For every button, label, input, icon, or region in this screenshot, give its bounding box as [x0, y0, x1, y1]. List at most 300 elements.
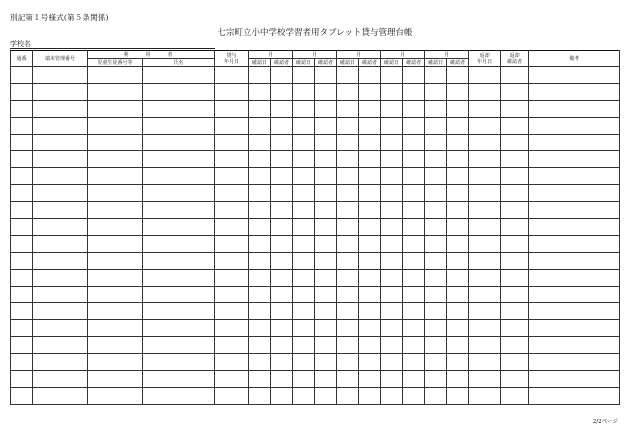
- table-cell[interactable]: [381, 337, 403, 354]
- table-cell[interactable]: [271, 354, 293, 371]
- table-cell[interactable]: [337, 117, 359, 134]
- table-cell[interactable]: [469, 387, 501, 404]
- table-cell[interactable]: [11, 387, 33, 404]
- table-cell[interactable]: [249, 134, 271, 151]
- table-cell[interactable]: [249, 320, 271, 337]
- table-cell[interactable]: [33, 269, 88, 286]
- table-cell[interactable]: [359, 219, 381, 236]
- table-cell[interactable]: [447, 252, 469, 269]
- table-cell[interactable]: [271, 235, 293, 252]
- table-cell[interactable]: [425, 202, 447, 219]
- table-cell[interactable]: [143, 235, 215, 252]
- table-cell[interactable]: [501, 83, 529, 100]
- table-cell[interactable]: [33, 185, 88, 202]
- table-cell[interactable]: [381, 235, 403, 252]
- table-cell[interactable]: [293, 117, 315, 134]
- table-cell[interactable]: [293, 252, 315, 269]
- table-cell[interactable]: [11, 117, 33, 134]
- table-cell[interactable]: [425, 371, 447, 388]
- table-cell[interactable]: [249, 117, 271, 134]
- table-cell[interactable]: [529, 83, 620, 100]
- table-cell[interactable]: [271, 202, 293, 219]
- table-cell[interactable]: [529, 134, 620, 151]
- table-cell[interactable]: [143, 387, 215, 404]
- table-cell[interactable]: [33, 252, 88, 269]
- table-cell[interactable]: [337, 151, 359, 168]
- table-cell[interactable]: [425, 320, 447, 337]
- table-cell[interactable]: [215, 185, 249, 202]
- table-cell[interactable]: [33, 286, 88, 303]
- table-cell[interactable]: [501, 387, 529, 404]
- table-cell[interactable]: [425, 67, 447, 84]
- table-cell[interactable]: [337, 252, 359, 269]
- table-cell[interactable]: [143, 117, 215, 134]
- table-cell[interactable]: [315, 286, 337, 303]
- table-cell[interactable]: [403, 151, 425, 168]
- table-cell[interactable]: [403, 185, 425, 202]
- table-cell[interactable]: [33, 219, 88, 236]
- table-cell[interactable]: [469, 337, 501, 354]
- table-cell[interactable]: [447, 286, 469, 303]
- table-cell[interactable]: [143, 320, 215, 337]
- table-cell[interactable]: [425, 83, 447, 100]
- table-cell[interactable]: [337, 371, 359, 388]
- table-cell[interactable]: [271, 303, 293, 320]
- table-cell[interactable]: [271, 168, 293, 185]
- table-cell[interactable]: [469, 235, 501, 252]
- table-cell[interactable]: [381, 168, 403, 185]
- table-cell[interactable]: [33, 168, 88, 185]
- table-cell[interactable]: [529, 269, 620, 286]
- table-cell[interactable]: [403, 168, 425, 185]
- table-cell[interactable]: [315, 67, 337, 84]
- table-cell[interactable]: [249, 252, 271, 269]
- table-cell[interactable]: [469, 117, 501, 134]
- table-cell[interactable]: [425, 185, 447, 202]
- table-cell[interactable]: [425, 387, 447, 404]
- table-cell[interactable]: [33, 371, 88, 388]
- table-cell[interactable]: [425, 134, 447, 151]
- table-cell[interactable]: [315, 202, 337, 219]
- table-cell[interactable]: [33, 320, 88, 337]
- table-cell[interactable]: [143, 337, 215, 354]
- table-cell[interactable]: [271, 83, 293, 100]
- table-cell[interactable]: [337, 67, 359, 84]
- table-cell[interactable]: [33, 303, 88, 320]
- table-cell[interactable]: [11, 354, 33, 371]
- table-cell[interactable]: [11, 303, 33, 320]
- table-cell[interactable]: [529, 117, 620, 134]
- table-cell[interactable]: [337, 168, 359, 185]
- table-cell[interactable]: [359, 83, 381, 100]
- table-cell[interactable]: [381, 354, 403, 371]
- table-cell[interactable]: [359, 387, 381, 404]
- table-cell[interactable]: [88, 67, 143, 84]
- table-cell[interactable]: [215, 269, 249, 286]
- table-cell[interactable]: [403, 100, 425, 117]
- table-cell[interactable]: [501, 320, 529, 337]
- table-cell[interactable]: [469, 320, 501, 337]
- table-cell[interactable]: [293, 286, 315, 303]
- table-cell[interactable]: [88, 117, 143, 134]
- table-cell[interactable]: [11, 252, 33, 269]
- table-cell[interactable]: [469, 219, 501, 236]
- table-cell[interactable]: [33, 235, 88, 252]
- table-cell[interactable]: [359, 117, 381, 134]
- table-cell[interactable]: [447, 134, 469, 151]
- table-cell[interactable]: [529, 303, 620, 320]
- table-cell[interactable]: [293, 320, 315, 337]
- table-cell[interactable]: [88, 320, 143, 337]
- table-cell[interactable]: [293, 387, 315, 404]
- table-cell[interactable]: [88, 286, 143, 303]
- table-cell[interactable]: [33, 387, 88, 404]
- table-cell[interactable]: [293, 151, 315, 168]
- table-cell[interactable]: [529, 354, 620, 371]
- table-cell[interactable]: [359, 269, 381, 286]
- table-cell[interactable]: [11, 286, 33, 303]
- table-cell[interactable]: [293, 337, 315, 354]
- table-cell[interactable]: [337, 235, 359, 252]
- table-cell[interactable]: [215, 117, 249, 134]
- table-cell[interactable]: [337, 83, 359, 100]
- table-cell[interactable]: [293, 83, 315, 100]
- table-cell[interactable]: [249, 286, 271, 303]
- table-cell[interactable]: [447, 303, 469, 320]
- table-cell[interactable]: [425, 269, 447, 286]
- table-cell[interactable]: [215, 67, 249, 84]
- table-cell[interactable]: [293, 235, 315, 252]
- table-cell[interactable]: [425, 252, 447, 269]
- table-cell[interactable]: [88, 269, 143, 286]
- table-cell[interactable]: [249, 387, 271, 404]
- table-cell[interactable]: [529, 252, 620, 269]
- table-cell[interactable]: [337, 354, 359, 371]
- table-cell[interactable]: [315, 252, 337, 269]
- table-cell[interactable]: [143, 303, 215, 320]
- table-cell[interactable]: [447, 219, 469, 236]
- table-cell[interactable]: [381, 320, 403, 337]
- table-cell[interactable]: [293, 185, 315, 202]
- table-cell[interactable]: [271, 286, 293, 303]
- table-cell[interactable]: [469, 100, 501, 117]
- table-cell[interactable]: [249, 83, 271, 100]
- table-cell[interactable]: [293, 219, 315, 236]
- table-cell[interactable]: [315, 134, 337, 151]
- table-cell[interactable]: [469, 354, 501, 371]
- table-cell[interactable]: [88, 202, 143, 219]
- table-cell[interactable]: [501, 371, 529, 388]
- table-cell[interactable]: [381, 185, 403, 202]
- table-cell[interactable]: [33, 354, 88, 371]
- table-cell[interactable]: [337, 320, 359, 337]
- table-cell[interactable]: [88, 337, 143, 354]
- table-cell[interactable]: [381, 286, 403, 303]
- table-cell[interactable]: [529, 286, 620, 303]
- table-cell[interactable]: [359, 337, 381, 354]
- table-cell[interactable]: [359, 303, 381, 320]
- table-cell[interactable]: [381, 83, 403, 100]
- table-cell[interactable]: [143, 252, 215, 269]
- table-cell[interactable]: [88, 387, 143, 404]
- table-cell[interactable]: [11, 202, 33, 219]
- table-cell[interactable]: [501, 67, 529, 84]
- table-cell[interactable]: [293, 134, 315, 151]
- table-cell[interactable]: [249, 235, 271, 252]
- table-cell[interactable]: [88, 303, 143, 320]
- table-cell[interactable]: [215, 134, 249, 151]
- table-cell[interactable]: [249, 303, 271, 320]
- table-cell[interactable]: [315, 117, 337, 134]
- table-cell[interactable]: [337, 286, 359, 303]
- table-cell[interactable]: [447, 371, 469, 388]
- table-cell[interactable]: [359, 235, 381, 252]
- table-cell[interactable]: [469, 303, 501, 320]
- table-cell[interactable]: [469, 252, 501, 269]
- table-cell[interactable]: [215, 286, 249, 303]
- table-cell[interactable]: [143, 286, 215, 303]
- table-cell[interactable]: [33, 202, 88, 219]
- table-cell[interactable]: [215, 252, 249, 269]
- table-cell[interactable]: [215, 337, 249, 354]
- table-cell[interactable]: [271, 100, 293, 117]
- table-cell[interactable]: [403, 303, 425, 320]
- table-cell[interactable]: [403, 337, 425, 354]
- table-cell[interactable]: [293, 371, 315, 388]
- table-cell[interactable]: [11, 371, 33, 388]
- table-cell[interactable]: [447, 67, 469, 84]
- table-cell[interactable]: [33, 134, 88, 151]
- table-cell[interactable]: [337, 219, 359, 236]
- table-cell[interactable]: [271, 387, 293, 404]
- table-cell[interactable]: [381, 387, 403, 404]
- table-cell[interactable]: [359, 320, 381, 337]
- table-cell[interactable]: [337, 337, 359, 354]
- table-cell[interactable]: [359, 151, 381, 168]
- table-cell[interactable]: [501, 303, 529, 320]
- table-cell[interactable]: [469, 185, 501, 202]
- table-cell[interactable]: [293, 303, 315, 320]
- table-cell[interactable]: [315, 151, 337, 168]
- table-cell[interactable]: [215, 168, 249, 185]
- table-cell[interactable]: [215, 151, 249, 168]
- table-cell[interactable]: [403, 202, 425, 219]
- table-cell[interactable]: [469, 202, 501, 219]
- table-cell[interactable]: [359, 371, 381, 388]
- table-cell[interactable]: [271, 337, 293, 354]
- table-cell[interactable]: [469, 134, 501, 151]
- table-cell[interactable]: [215, 202, 249, 219]
- table-cell[interactable]: [359, 252, 381, 269]
- table-cell[interactable]: [529, 202, 620, 219]
- table-cell[interactable]: [143, 83, 215, 100]
- table-cell[interactable]: [381, 151, 403, 168]
- table-cell[interactable]: [249, 371, 271, 388]
- table-cell[interactable]: [501, 202, 529, 219]
- table-cell[interactable]: [249, 269, 271, 286]
- table-cell[interactable]: [381, 219, 403, 236]
- table-cell[interactable]: [381, 67, 403, 84]
- table-cell[interactable]: [293, 202, 315, 219]
- table-cell[interactable]: [11, 67, 33, 84]
- table-cell[interactable]: [143, 219, 215, 236]
- table-cell[interactable]: [425, 354, 447, 371]
- table-cell[interactable]: [315, 168, 337, 185]
- table-cell[interactable]: [88, 219, 143, 236]
- table-cell[interactable]: [403, 320, 425, 337]
- table-cell[interactable]: [447, 320, 469, 337]
- table-cell[interactable]: [293, 269, 315, 286]
- table-cell[interactable]: [88, 371, 143, 388]
- table-cell[interactable]: [293, 100, 315, 117]
- table-cell[interactable]: [403, 134, 425, 151]
- table-cell[interactable]: [529, 337, 620, 354]
- table-cell[interactable]: [403, 67, 425, 84]
- table-cell[interactable]: [88, 168, 143, 185]
- table-cell[interactable]: [249, 354, 271, 371]
- table-cell[interactable]: [33, 117, 88, 134]
- table-cell[interactable]: [381, 202, 403, 219]
- table-cell[interactable]: [447, 354, 469, 371]
- table-cell[interactable]: [88, 235, 143, 252]
- table-cell[interactable]: [359, 286, 381, 303]
- table-cell[interactable]: [403, 219, 425, 236]
- table-cell[interactable]: [501, 185, 529, 202]
- table-cell[interactable]: [337, 303, 359, 320]
- table-cell[interactable]: [143, 168, 215, 185]
- table-cell[interactable]: [11, 235, 33, 252]
- table-cell[interactable]: [403, 117, 425, 134]
- table-cell[interactable]: [501, 100, 529, 117]
- table-cell[interactable]: [469, 269, 501, 286]
- table-cell[interactable]: [143, 269, 215, 286]
- table-cell[interactable]: [11, 269, 33, 286]
- table-cell[interactable]: [529, 235, 620, 252]
- table-cell[interactable]: [143, 371, 215, 388]
- table-cell[interactable]: [215, 235, 249, 252]
- table-cell[interactable]: [447, 151, 469, 168]
- table-cell[interactable]: [271, 67, 293, 84]
- table-cell[interactable]: [271, 252, 293, 269]
- table-cell[interactable]: [315, 219, 337, 236]
- table-cell[interactable]: [249, 337, 271, 354]
- table-cell[interactable]: [315, 269, 337, 286]
- table-cell[interactable]: [447, 202, 469, 219]
- table-cell[interactable]: [425, 303, 447, 320]
- table-cell[interactable]: [11, 320, 33, 337]
- table-cell[interactable]: [381, 134, 403, 151]
- table-cell[interactable]: [33, 151, 88, 168]
- table-cell[interactable]: [529, 185, 620, 202]
- table-cell[interactable]: [447, 269, 469, 286]
- table-cell[interactable]: [469, 286, 501, 303]
- table-cell[interactable]: [215, 320, 249, 337]
- table-cell[interactable]: [11, 337, 33, 354]
- table-cell[interactable]: [337, 387, 359, 404]
- table-cell[interactable]: [215, 219, 249, 236]
- table-cell[interactable]: [215, 303, 249, 320]
- table-cell[interactable]: [315, 185, 337, 202]
- table-cell[interactable]: [11, 168, 33, 185]
- table-cell[interactable]: [447, 185, 469, 202]
- table-cell[interactable]: [143, 100, 215, 117]
- table-cell[interactable]: [249, 100, 271, 117]
- table-cell[interactable]: [315, 354, 337, 371]
- table-cell[interactable]: [403, 269, 425, 286]
- table-cell[interactable]: [403, 286, 425, 303]
- table-cell[interactable]: [315, 387, 337, 404]
- table-cell[interactable]: [337, 134, 359, 151]
- table-cell[interactable]: [337, 269, 359, 286]
- table-cell[interactable]: [271, 151, 293, 168]
- table-cell[interactable]: [447, 117, 469, 134]
- table-cell[interactable]: [143, 354, 215, 371]
- table-cell[interactable]: [337, 100, 359, 117]
- table-cell[interactable]: [359, 134, 381, 151]
- table-cell[interactable]: [88, 185, 143, 202]
- table-cell[interactable]: [33, 100, 88, 117]
- table-cell[interactable]: [359, 202, 381, 219]
- table-cell[interactable]: [293, 354, 315, 371]
- table-cell[interactable]: [501, 269, 529, 286]
- table-cell[interactable]: [381, 269, 403, 286]
- table-cell[interactable]: [249, 67, 271, 84]
- table-cell[interactable]: [11, 185, 33, 202]
- table-cell[interactable]: [33, 337, 88, 354]
- table-cell[interactable]: [425, 286, 447, 303]
- table-cell[interactable]: [501, 168, 529, 185]
- table-cell[interactable]: [529, 320, 620, 337]
- table-cell[interactable]: [143, 185, 215, 202]
- table-cell[interactable]: [469, 168, 501, 185]
- table-cell[interactable]: [425, 235, 447, 252]
- table-cell[interactable]: [403, 83, 425, 100]
- table-cell[interactable]: [315, 371, 337, 388]
- table-cell[interactable]: [381, 371, 403, 388]
- table-cell[interactable]: [425, 168, 447, 185]
- table-cell[interactable]: [11, 219, 33, 236]
- table-cell[interactable]: [143, 151, 215, 168]
- school-name-field[interactable]: [10, 40, 215, 49]
- table-cell[interactable]: [315, 100, 337, 117]
- table-cell[interactable]: [501, 151, 529, 168]
- table-cell[interactable]: [215, 354, 249, 371]
- table-cell[interactable]: [501, 337, 529, 354]
- table-cell[interactable]: [33, 67, 88, 84]
- table-cell[interactable]: [271, 320, 293, 337]
- table-cell[interactable]: [88, 252, 143, 269]
- table-cell[interactable]: [337, 202, 359, 219]
- table-cell[interactable]: [529, 219, 620, 236]
- table-cell[interactable]: [403, 252, 425, 269]
- table-cell[interactable]: [447, 100, 469, 117]
- table-cell[interactable]: [501, 117, 529, 134]
- table-cell[interactable]: [381, 100, 403, 117]
- table-cell[interactable]: [143, 202, 215, 219]
- table-cell[interactable]: [469, 67, 501, 84]
- table-cell[interactable]: [11, 151, 33, 168]
- table-cell[interactable]: [143, 67, 215, 84]
- table-cell[interactable]: [271, 219, 293, 236]
- table-cell[interactable]: [425, 151, 447, 168]
- table-cell[interactable]: [469, 371, 501, 388]
- table-cell[interactable]: [11, 83, 33, 100]
- table-cell[interactable]: [529, 387, 620, 404]
- table-cell[interactable]: [381, 303, 403, 320]
- table-cell[interactable]: [11, 134, 33, 151]
- table-cell[interactable]: [403, 354, 425, 371]
- table-cell[interactable]: [293, 67, 315, 84]
